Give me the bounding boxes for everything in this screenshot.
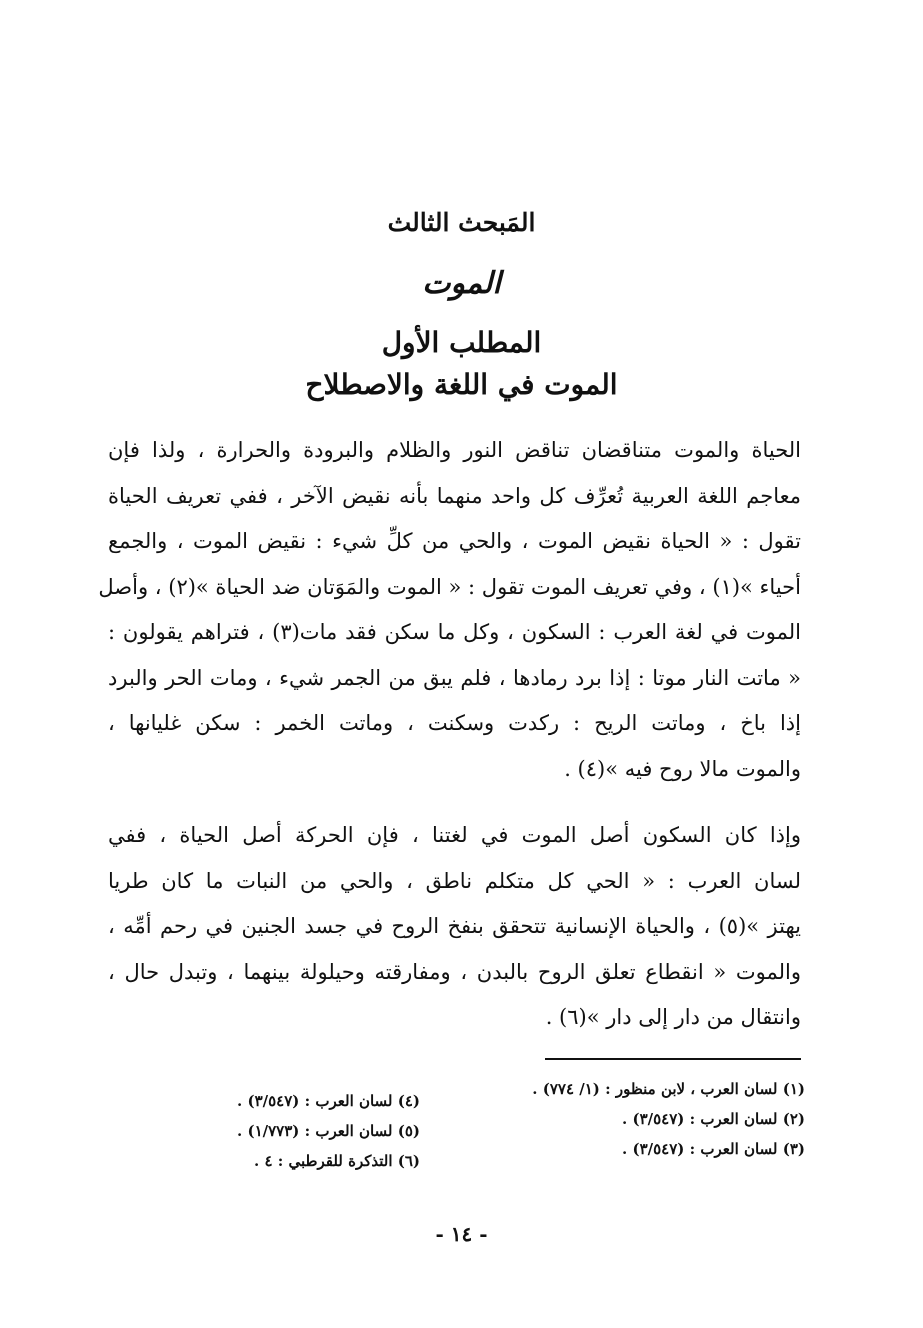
paragraph-line: والموت « انقطاع تعلق الروح بالبدن ، ومفارقته وحيلولة بينهما ، وتبدل حال ، [108,959,801,984]
footnote: (٣) لسان العرب : (٣/٥٤٧) . [622,1140,805,1158]
footnotes-right-column [465,1074,805,1164]
footnote: (١) لسان العرب ، لابن منظور : (١/ ٧٧٤) . [532,1080,805,1098]
footnote: (٢) لسان العرب : (٣/٥٤٧) . [622,1110,805,1128]
chapter-title: الموت [422,266,501,301]
section-heading: المَبحث الثالث [387,208,536,237]
paragraph-line: إذا باخ ، وماتت الريح : ركدت وسكنت ، وماتت الخمر : سكن غليانها ، [108,711,801,735]
paragraph-line: أحياء »(١) ، وفي تعريف الموت تقول : « الموت والمَوَتان ضد الحياة »(٢) ، وأصل [98,574,801,599]
paragraph-line: لسان العرب : « الحي كل متكلم ناطق ، والحي من النبات ما كان طريا [108,868,801,893]
paragraph-line: وانتقال من دار إلى دار »(٦) . [545,1005,801,1029]
footnote: (٤) لسان العرب : (٣/٥٤٧) . [237,1092,420,1110]
paragraph-line: وإذا كان السكون أصل الموت في لغتنا ، فإن الحركة أصل الحياة ، ففي [108,823,801,847]
paragraph-line: والموت مالا روح فيه »(٤) . [564,756,801,781]
paragraph-line: الموت في لغة العرب : السكون ، وكل ما سكن فقد مات(٣) ، فتراهم يقولون : [108,620,801,644]
paragraph-line: معاجم اللغة العربية تُعرِّف كل واحد منهما بأنه نقيض الآخر ، ففي تعريف الحياة [108,483,801,508]
paragraph-line: الحياة والموت متناقضان تناقض النور والظلام والبرودة والحرارة ، ولذا فإن [108,438,801,462]
footnote: (٦) التذكرة للقرطبي : ٤ . [254,1152,420,1170]
paragraph-line: « ماتت النار موتا : إذا برد رمادها ، فلم يبق من الجمر شيء ، ومات الحر والبرد [108,665,801,690]
paragraph-line: يهتز »(٥) ، والحياة الإنسانية تتحقق بنفخ الروح في جسد الجنين في رحم أمِّه ، [108,914,801,938]
subsection-title: الموت في اللغة والاصطلاح [305,368,618,401]
footnotes-left-column [120,1086,420,1176]
paragraph-1 [98,428,801,792]
footnote-separator [545,1058,801,1060]
page-number: - ١٤ - [435,1222,488,1246]
paragraph-line: تقول : « الحياة نقيض الموت ، والحي من كلِّ شيء : نقيض الموت ، والجمع [108,529,801,553]
subsection-heading: المطلب الأول [381,326,542,359]
paragraph-2 [108,813,801,1041]
footnote: (٥) لسان العرب : (١/٧٧٣) . [237,1122,420,1140]
